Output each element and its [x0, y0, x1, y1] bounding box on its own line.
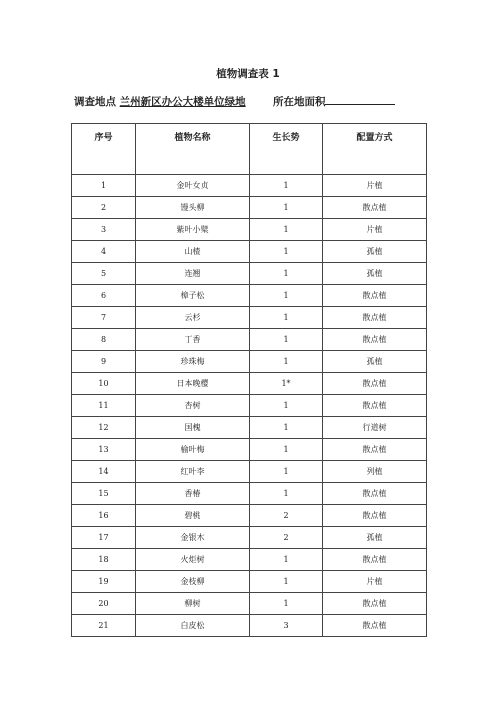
table-row — [72, 483, 427, 505]
cell-growth-vigor: 1 — [250, 329, 323, 351]
cell-configuration: 散点植 — [323, 395, 427, 417]
document-title: 植物调查表 1 — [216, 68, 280, 80]
table-row — [72, 505, 427, 527]
cell-configuration: 散点植 — [323, 197, 427, 219]
cell-growth-vigor: 1 — [250, 285, 323, 307]
cell-plant-name: 山楂 — [136, 241, 250, 263]
area-label: 所在地面积 — [272, 96, 326, 108]
cell-growth-vigor: 1 — [250, 175, 323, 197]
cell-index: 11 — [72, 395, 136, 417]
cell-index: 8 — [72, 329, 136, 351]
cell-configuration: 散点植 — [323, 593, 427, 615]
cell-plant-name: 连翘 — [136, 263, 250, 285]
cell-index: 4 — [72, 241, 136, 263]
table-row — [72, 615, 427, 637]
cell-configuration: 散点植 — [323, 329, 427, 351]
cell-configuration: 散点植 — [323, 285, 427, 307]
cell-index: 9 — [72, 351, 136, 373]
header-growth-vigor: 生长势 — [250, 124, 323, 175]
cell-growth-vigor: 1 — [250, 571, 323, 593]
cell-plant-name: 丁香 — [136, 329, 250, 351]
cell-plant-name: 金银木 — [136, 527, 250, 549]
cell-growth-vigor: 2 — [250, 505, 323, 527]
cell-plant-name: 白皮松 — [136, 615, 250, 637]
cell-growth-vigor: 1 — [250, 439, 323, 461]
table-row — [72, 285, 427, 307]
cell-configuration: 散点植 — [323, 373, 427, 395]
cell-plant-name: 樟子松 — [136, 285, 250, 307]
cell-growth-vigor: 1 — [250, 197, 323, 219]
table-row — [72, 373, 427, 395]
plant-survey-table — [71, 123, 427, 637]
cell-configuration: 片植 — [323, 571, 427, 593]
cell-growth-vigor: 1 — [250, 417, 323, 439]
table-row — [72, 307, 427, 329]
table-row — [72, 417, 427, 439]
cell-growth-vigor: 1 — [250, 549, 323, 571]
table-row — [72, 219, 427, 241]
survey-meta-line — [74, 93, 426, 109]
cell-configuration: 行道树 — [323, 417, 427, 439]
cell-plant-name: 火炬树 — [136, 549, 250, 571]
cell-configuration: 散点植 — [323, 549, 427, 571]
table-row — [72, 329, 427, 351]
table-row — [72, 175, 427, 197]
table-row — [72, 593, 427, 615]
cell-index: 10 — [72, 373, 136, 395]
location-label: 调查地点 — [74, 96, 116, 108]
cell-growth-vigor: 1 — [250, 395, 323, 417]
cell-index: 17 — [72, 527, 136, 549]
table-row — [72, 571, 427, 593]
table-header-row — [72, 124, 427, 175]
cell-configuration: 孤植 — [323, 263, 427, 285]
cell-index: 1 — [72, 175, 136, 197]
cell-growth-vigor: 1 — [250, 483, 323, 505]
cell-plant-name: 云杉 — [136, 307, 250, 329]
table-row — [72, 461, 427, 483]
cell-plant-name: 红叶李 — [136, 461, 250, 483]
header-plant-name: 植物名称 — [136, 124, 250, 175]
cell-growth-vigor: 1 — [250, 241, 323, 263]
cell-configuration: 片植 — [323, 175, 427, 197]
cell-index: 3 — [72, 219, 136, 241]
header-configuration: 配置方式 — [323, 124, 427, 175]
table-row — [72, 395, 427, 417]
cell-plant-name: 珍珠梅 — [136, 351, 250, 373]
table-row — [72, 527, 427, 549]
cell-growth-vigor: 1 — [250, 461, 323, 483]
cell-index: 19 — [72, 571, 136, 593]
cell-configuration: 散点植 — [323, 307, 427, 329]
table-row — [72, 263, 427, 285]
cell-plant-name: 金叶女贞 — [136, 175, 250, 197]
cell-growth-vigor: 2 — [250, 527, 323, 549]
cell-plant-name: 金枝柳 — [136, 571, 250, 593]
cell-plant-name: 香椿 — [136, 483, 250, 505]
cell-index: 7 — [72, 307, 136, 329]
cell-growth-vigor: 1 — [250, 307, 323, 329]
cell-configuration: 列植 — [323, 461, 427, 483]
cell-growth-vigor: 1 — [250, 351, 323, 373]
cell-growth-vigor: 3 — [250, 615, 323, 637]
cell-configuration: 散点植 — [323, 505, 427, 527]
cell-index: 21 — [72, 615, 136, 637]
cell-configuration: 片植 — [323, 219, 427, 241]
cell-growth-vigor: 1 — [250, 593, 323, 615]
cell-plant-name: 榆叶梅 — [136, 439, 250, 461]
cell-index: 12 — [72, 417, 136, 439]
cell-plant-name: 杏树 — [136, 395, 250, 417]
cell-plant-name: 国槐 — [136, 417, 250, 439]
cell-index: 14 — [72, 461, 136, 483]
cell-plant-name: 日本晚樱 — [136, 373, 250, 395]
cell-configuration: 孤植 — [323, 527, 427, 549]
cell-index: 2 — [72, 197, 136, 219]
cell-plant-name: 紫叶小檗 — [136, 219, 250, 241]
location-value: 兰州新区办公大楼单位绿地 — [119, 96, 246, 108]
table-row — [72, 351, 427, 373]
cell-index: 15 — [72, 483, 136, 505]
cell-plant-name: 碧桃 — [136, 505, 250, 527]
cell-plant-name: 柳树 — [136, 593, 250, 615]
cell-growth-vigor: 1* — [250, 373, 323, 395]
cell-index: 18 — [72, 549, 136, 571]
cell-index: 5 — [72, 263, 136, 285]
cell-index: 6 — [72, 285, 136, 307]
cell-index: 20 — [72, 593, 136, 615]
cell-index: 16 — [72, 505, 136, 527]
area-blank-line — [325, 93, 395, 105]
cell-plant-name: 馒头柳 — [136, 197, 250, 219]
cell-configuration: 散点植 — [323, 439, 427, 461]
cell-growth-vigor: 1 — [250, 263, 323, 285]
table-row — [72, 197, 427, 219]
cell-configuration: 孤植 — [323, 241, 427, 263]
cell-configuration: 散点植 — [323, 483, 427, 505]
cell-configuration: 孤植 — [323, 351, 427, 373]
header-index: 序号 — [72, 124, 136, 175]
table-row — [72, 549, 427, 571]
table-row — [72, 241, 427, 263]
cell-index: 13 — [72, 439, 136, 461]
cell-growth-vigor: 1 — [250, 219, 323, 241]
cell-configuration: 散点植 — [323, 615, 427, 637]
table-row — [72, 439, 427, 461]
